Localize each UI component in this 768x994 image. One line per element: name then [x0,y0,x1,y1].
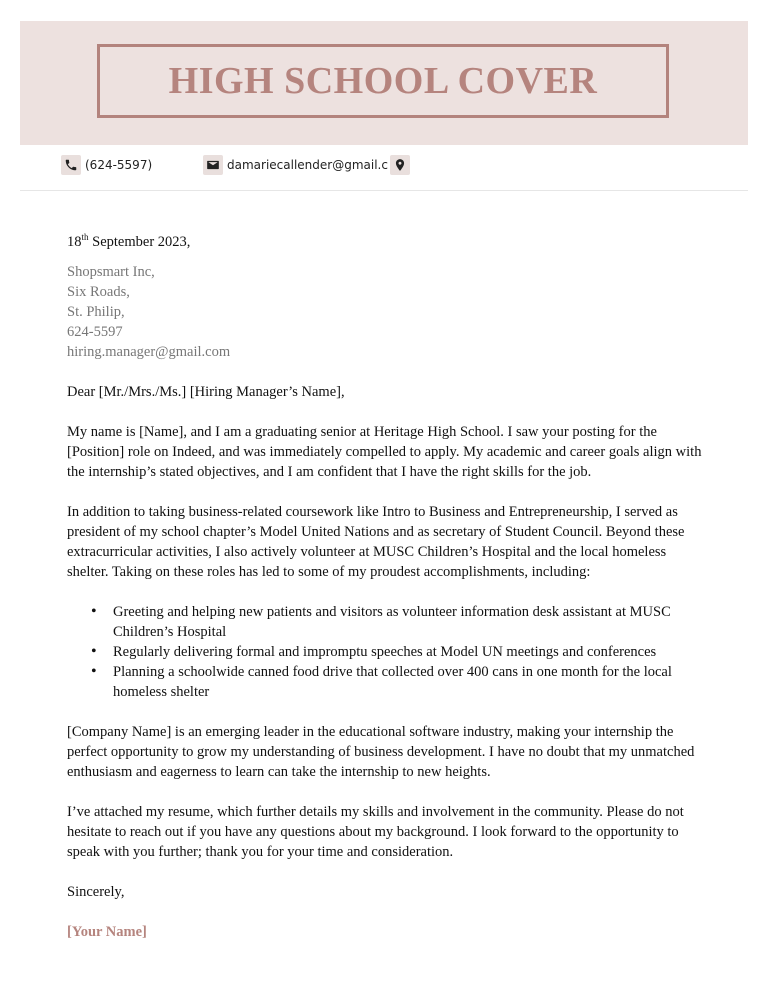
envelope-icon [203,155,223,175]
signature-name: [Your Name] [67,924,147,940]
contact-email [203,154,414,176]
location-pin-icon [390,155,410,175]
accomplishments-list [67,602,707,702]
letter-body [67,232,707,942]
letter-date: 18th September 2023, [67,232,191,250]
recipient-street: Six Roads, [67,284,130,300]
paragraph-activities: In addition to taking business-related coursework like Intro to Business and Entrepreneurship, I served as president of my school chapter’s Model United Nations and as secretary of Student Council. Beyond these extracurricular activities, I also actively volunteer at MUSC Children’s Hospital and the local homeless shelter. Taking on these roles has led to some of my proudest accomplishments, including: [67,504,685,580]
email-text[interactable]: damariecallender@gmail.c [227,158,388,172]
recipient-phone: 624-5597 [67,324,123,340]
page-title: HIGH SCHOOL COVER [168,60,598,102]
closing: Sincerely, [67,884,125,900]
recipient-company: Shopsmart Inc, [67,264,155,280]
title-box [97,44,669,118]
contact-row [20,146,748,191]
recipient-email: hiring.manager@gmail.com [67,344,231,360]
phone-icon [61,155,81,175]
list-item: • Greeting and helping new patients and visitors as volunteer information desk assistant at MUSC Children’s Hospital [113,602,707,642]
list-item: • Planning a schoolwide canned food drive that collected over 400 cans in one month for the local homeless shelter [113,662,707,702]
paragraph-intro: My name is [Name], and I am a graduating senior at Heritage High School. I saw your posting for the [Position] role on Indeed, and was immediately compelled to apply. My academic and career goals align with the internship’s stated objectives, and I am confident that I have the right skills for the job. [67,424,702,480]
phone-text[interactable]: (624-5597) [85,158,153,172]
contact-phone [61,154,152,176]
list-item: • Regularly delivering formal and impromptu speeches at Model UN meetings and conferences [113,642,707,662]
paragraph-company: [Company Name] is an emerging leader in the educational software industry, making your internship the perfect opportunity to grow my understanding of business development. I have no doubt that my unmatched enthusiasm and eagerness to learn can take the internship to new heights. [67,724,695,780]
recipient-address [67,262,707,362]
paragraph-closing: I’ve attached my resume, which further details my skills and involvement in the community. Please do not hesitate to reach out if you have any questions about my background. I look forward to the opportunity to speak with you further; thank you for your time and consideration. [67,804,684,860]
salutation: Dear [Mr./Mrs./Ms.] [Hiring Manager’s Name], [67,384,345,400]
recipient-city: St. Philip, [67,304,125,320]
